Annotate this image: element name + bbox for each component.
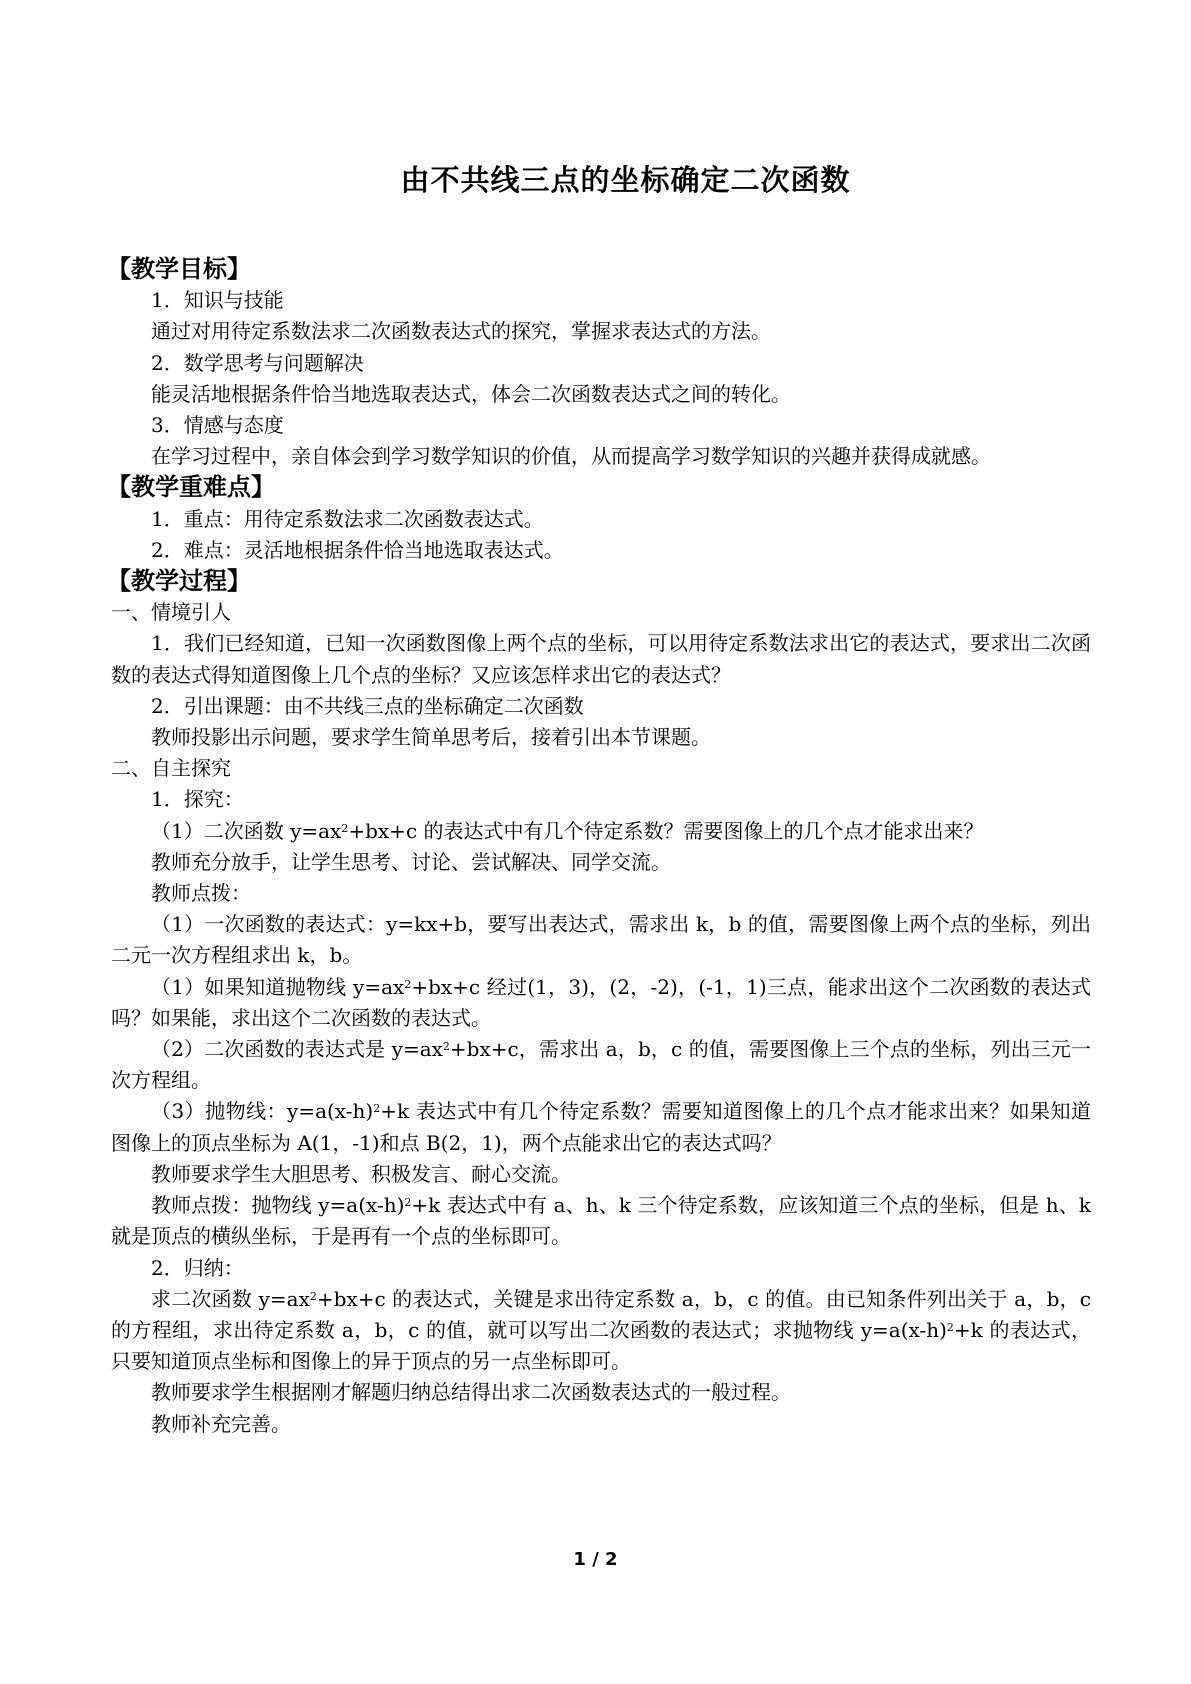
- superscript: 2: [404, 977, 412, 991]
- paragraph: 1．探究：: [151, 787, 244, 812]
- superscript: 2: [404, 1196, 412, 1210]
- question-paragraph: [111, 816, 1091, 847]
- paragraph: 教师充分放手，让学生思考、讨论、尝试解决、同学交流。: [151, 849, 671, 874]
- paragraph: 教师要求学生大胆思考、积极发言、耐心交流。: [151, 1161, 571, 1186]
- goal-item-2: 2．数学思考与问题解决: [151, 350, 364, 375]
- paragraph: 教师要求学生根据刚才解题归纳总结得出求二次函数表达式的一般过程。: [151, 1380, 791, 1405]
- superscript: 2: [946, 1320, 954, 1334]
- key-point-2: 2．难点：灵活地根据条件恰当地选取表达式。: [151, 537, 564, 562]
- section-heading-process: 【教学过程】: [107, 567, 251, 596]
- section-heading-goals: 【教学目标】: [107, 255, 251, 283]
- question-paragraph: [111, 1096, 1091, 1158]
- summary-paragraph: [111, 1284, 1091, 1378]
- text-run: +bx+c 的表达式中有几个待定系数？需要图像上的几个点才能求出来？: [348, 818, 984, 843]
- part-heading-1: 一、情境引人: [111, 600, 231, 625]
- text-run: （3）抛物线：y=a(x-h): [151, 1099, 374, 1124]
- paragraph: （1）一次函数的表达式：y=kx+b，要写出表达式，需求出 k，b 的值，需要图像上两个点的坐标，列出二元一次方程组求出 k，b。: [111, 912, 1091, 968]
- superscript: 2: [309, 1289, 317, 1303]
- question-paragraph: [111, 972, 1091, 1034]
- text-run: （1）二次函数 y=ax: [151, 818, 342, 843]
- paragraph: 教师投影出示问题，要求学生简单思考后，接着引出本节课题。: [151, 725, 711, 750]
- goal-item-3: 3．情感与态度: [151, 413, 284, 438]
- text-run: +bx+c 经过(1，3)，(2，-2)，(-1，1)三点，能求出这个二次函数的表达式吗？如果能，求出这个二次函数的表达式。: [111, 974, 1092, 1030]
- paragraph: 教师补充完善。: [151, 1411, 291, 1436]
- text-run: +k 表达式中有几个待定系数？需要知道图像上的几个点才能求出来？如果知道图像上的顶点坐标为 A(1，-1)和点 B(2，1)，两个点能求出它的表达式吗？: [111, 1099, 1091, 1155]
- goal-item-1: 1．知识与技能: [151, 288, 284, 313]
- text-run: （2）二次函数的表达式是 y=ax: [151, 1037, 443, 1062]
- paragraph: 2．归纳：: [151, 1255, 244, 1280]
- text-run: （1）如果知道抛物线 y=ax: [151, 974, 405, 999]
- part-heading-2: 二、自主探究: [111, 756, 231, 781]
- question-paragraph: [111, 1034, 1091, 1096]
- superscript: 2: [373, 1102, 381, 1116]
- paragraph: 2．引出课题：由不共线三点的坐标确定二次函数: [151, 693, 584, 718]
- paragraph: 教师点拨：: [151, 881, 251, 906]
- goal-item-3-text: 在学习过程中，亲自体会到学习数学知识的价值，从而提高学习数学知识的兴趣并获得成就感。: [151, 444, 991, 469]
- text-run: +k 的表达式，只要知道顶点坐标和图像上的异于顶点的另一点坐标即可。: [111, 1317, 1091, 1374]
- question-paragraph: [111, 1190, 1091, 1252]
- goal-item-1-text: 通过对用待定系数法求二次函数表达式的探究，掌握求表达式的方法。: [151, 319, 771, 344]
- text-run: 教师点拨：抛物线 y=a(x-h): [151, 1193, 405, 1218]
- text-run: +k 表达式中有 a、h、k 三个待定系数，应该知道三个点的坐标，但是 h、k 就是顶点的横纵坐标，于是再有一个点的坐标即可。: [111, 1193, 1092, 1249]
- section-heading-key-points: 【教学重难点】: [107, 473, 275, 502]
- page-title: 由不共线三点的坐标确定二次函数: [400, 163, 851, 197]
- paragraph: 1．我们已经知道，已知一次函数图像上两个点的坐标，可以用待定系数法求出它的表达式，要求出二次函数的表达式得知道图像上几个点的坐标？又应该怎样求出它的表达式？: [111, 631, 1091, 687]
- text-run: 求二次函数 y=ax: [151, 1286, 310, 1311]
- text-run: +bx+c，需求出 a，b，c 的值，需要图像上三个点的坐标，列出三元一次方程组。: [111, 1037, 1091, 1093]
- page-number: 1 / 2: [573, 1549, 618, 1570]
- superscript: 2: [442, 1040, 450, 1054]
- key-point-1: 1．重点：用待定系数法求二次函数表达式。: [151, 506, 544, 531]
- text-run: +bx+c 的表达式，关键是求出待定系数 a，b，c 的值。由已知条件列出关于 a，b，c 的方程组，求出待定系数 a，b，c 的值，就可以写出二次函数的表达式；求抛物线 y=a(x-h): [111, 1286, 1091, 1342]
- superscript: 2: [341, 821, 349, 835]
- document-body: [107, 254, 1092, 1440]
- goal-item-2-text: 能灵活地根据条件恰当地选取表达式，体会二次函数表达式之间的转化。: [151, 381, 791, 406]
